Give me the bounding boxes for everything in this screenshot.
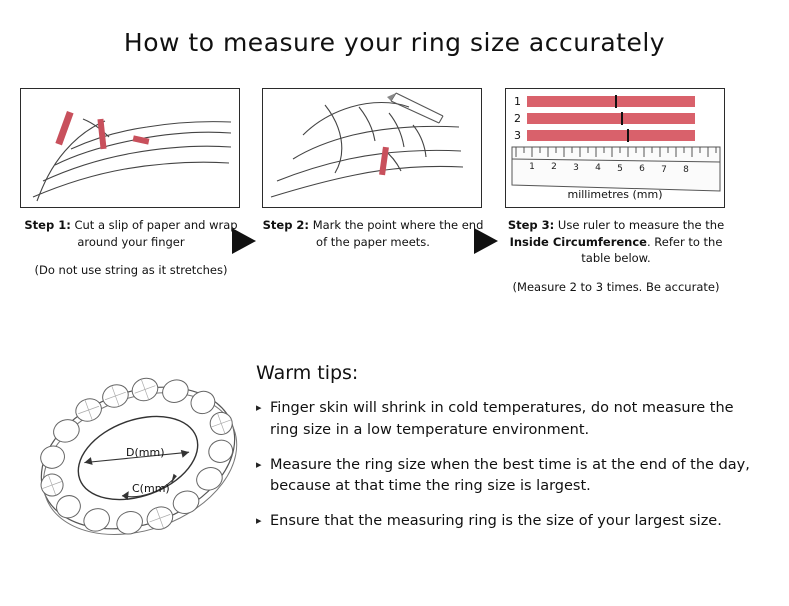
warm-tips-section	[256, 362, 766, 546]
paper-strip	[527, 96, 695, 107]
paper-strip-row	[514, 112, 695, 125]
hand-marking-paper-illustration	[262, 88, 482, 208]
ring-diameter-label: D(mm)	[126, 446, 165, 459]
strip-number: 3	[514, 129, 521, 142]
step-2-text: Mark the point where the end of the paper meets.	[312, 218, 484, 249]
step-2	[262, 88, 484, 263]
ring-diagram	[22, 352, 254, 564]
hand-with-paper-strip-illustration	[20, 88, 240, 208]
svg-text:6: 6	[639, 164, 645, 174]
step-3-caption	[505, 217, 727, 267]
paper-strip-row	[514, 95, 695, 108]
step-2-caption	[262, 217, 484, 250]
tip-text: Finger skin will shrink in cold temperatures, do not measure the ring size in a low temperature environment.	[270, 400, 734, 438]
strip-number: 2	[514, 112, 521, 125]
step-1-note: (Do not use string as it stretches)	[34, 263, 228, 278]
step-3-text-after: . Refer to the table below.	[581, 234, 723, 266]
bullet-icon: ▸	[256, 401, 262, 414]
svg-text:7: 7	[661, 165, 667, 175]
page-title: How to measure your ring size accurately	[123, 28, 666, 57]
svg-text:1: 1	[529, 162, 535, 172]
step-3-text-before: Use ruler to measure the the	[557, 218, 725, 232]
step-1-label: Step 1:	[24, 218, 71, 232]
tip-item	[256, 455, 766, 499]
step-3-note: (Measure 2 to 3 times. Be accurate)	[512, 280, 720, 295]
svg-text:3: 3	[573, 163, 579, 173]
step-3	[505, 88, 727, 294]
strip-number: 1	[514, 95, 521, 108]
arrow-icon-2	[474, 228, 498, 254]
ring-svg	[22, 352, 254, 564]
tip-text: Ensure that the measuring ring is the size of your largest size.	[270, 513, 722, 529]
bullet-icon: ▸	[256, 457, 262, 471]
svg-text:8: 8	[683, 165, 689, 175]
tip-item	[256, 398, 766, 442]
step-1	[20, 88, 242, 277]
strip-mark-tick	[615, 95, 617, 108]
step-3-label: Step 3:	[507, 218, 555, 232]
bullet-icon: ▸	[256, 514, 262, 527]
hand-marking-svg	[263, 89, 482, 208]
step-1-text: Cut a slip of paper and wrap around your finger	[74, 218, 238, 249]
arrow-icon-1	[232, 228, 256, 254]
svg-text:5: 5	[617, 164, 623, 174]
warm-tips-heading: Warm tips:	[256, 362, 359, 384]
hand-paper-svg	[21, 89, 240, 208]
steps-row	[0, 88, 789, 338]
step-1-caption	[20, 217, 242, 250]
paper-strip	[527, 113, 695, 124]
svg-text:4: 4	[595, 163, 601, 173]
svg-text:2: 2	[551, 162, 557, 172]
ring-circumference-label: C(mm)	[132, 482, 170, 495]
step-3-text-bold: Inside Circumference	[509, 234, 647, 249]
strip-mark-tick	[621, 112, 623, 125]
millimetres-label: millimetres (mm)	[567, 188, 663, 201]
tip-text: Measure the ring size when the best time is at the end of the day, because at that time the ring size is largest.	[270, 456, 750, 495]
tip-item	[256, 511, 766, 533]
ruler-measuring-illustration	[505, 88, 725, 208]
step-2-label: Step 2:	[262, 218, 310, 232]
